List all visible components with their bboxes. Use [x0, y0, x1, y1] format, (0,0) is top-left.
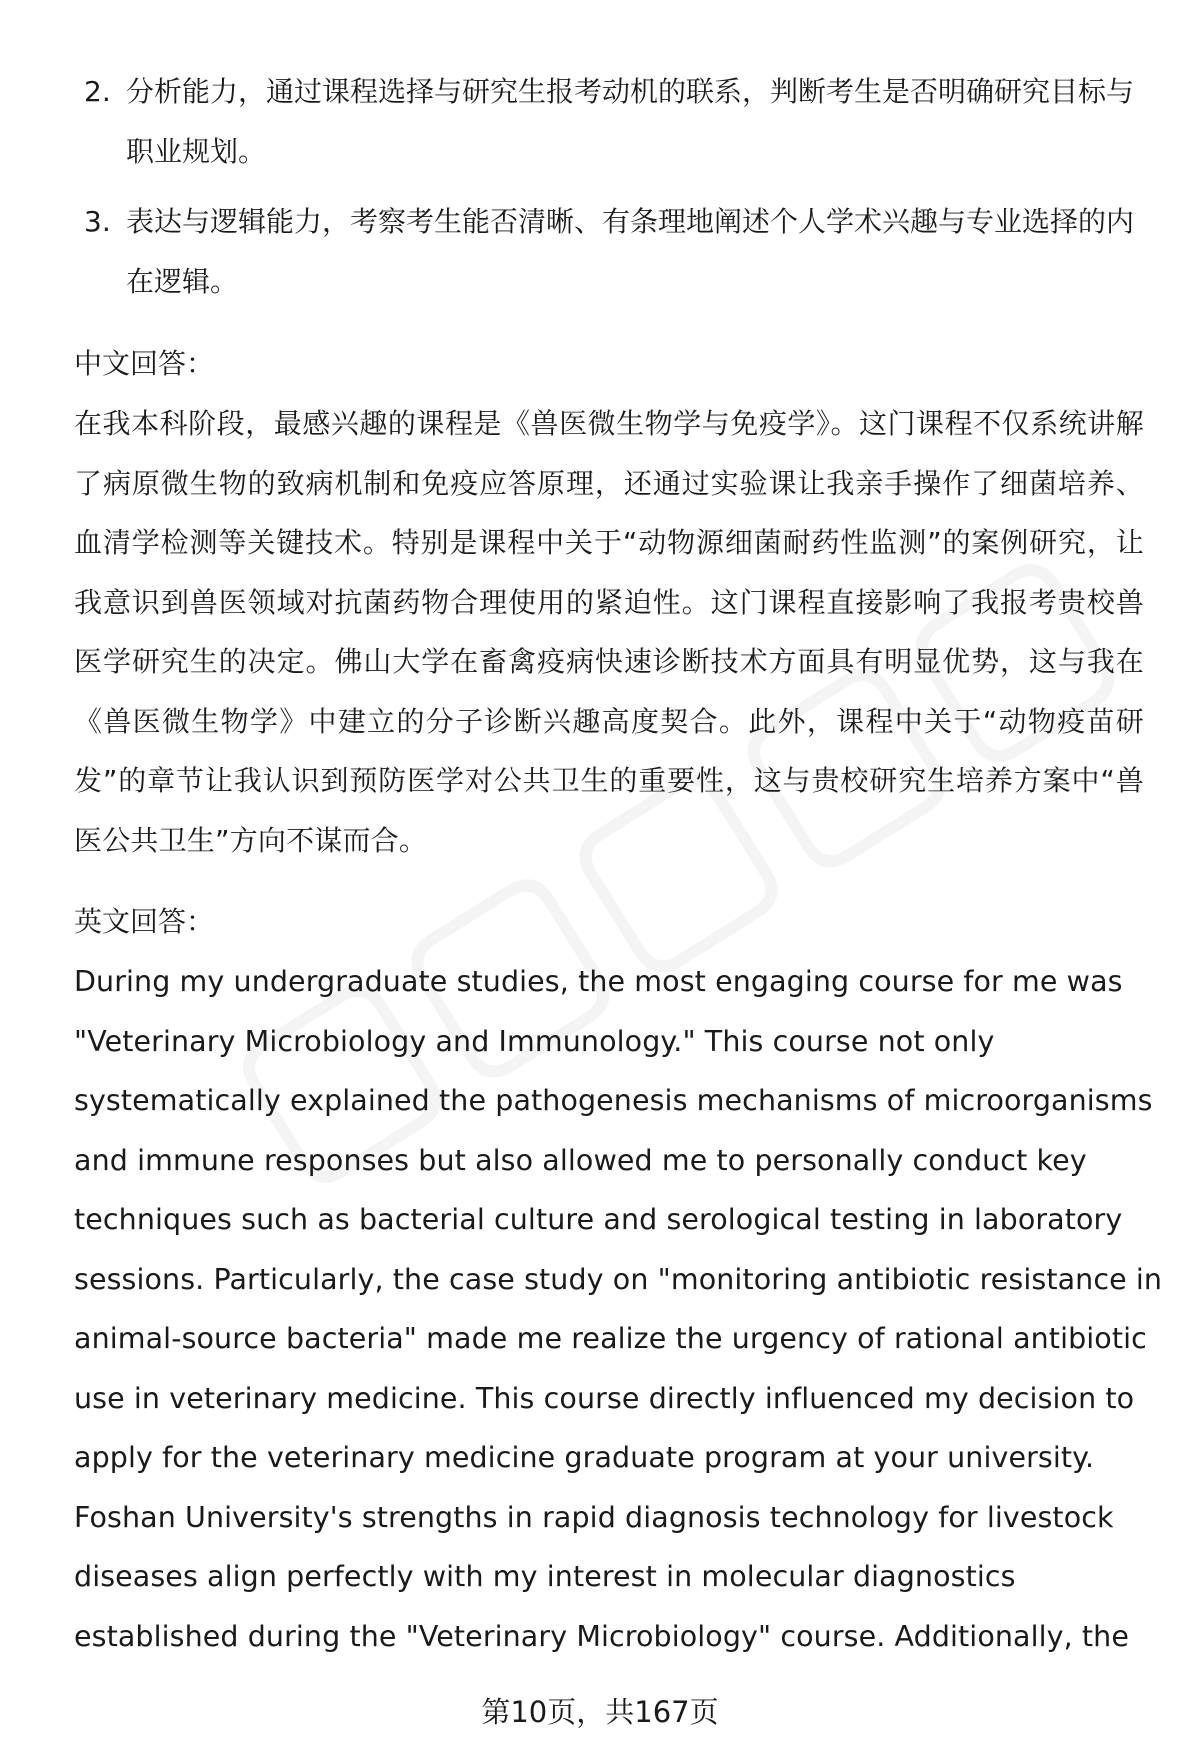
english-answer-heading: 英文回答：	[74, 905, 215, 938]
list-item	[74, 192, 1144, 312]
list-item	[74, 62, 1144, 182]
page-number-footer: 第10页，共167页	[481, 1695, 719, 1729]
english-answer-line: sessions. Particularly, the case study on "monitoring antibiotic resistance in	[74, 1262, 1163, 1296]
list-item-number: 3.	[84, 205, 111, 238]
list-item-number: 2.	[84, 75, 111, 108]
english-answer-line: diseases align perfectly with my interest in molecular diagnostics	[74, 1560, 1016, 1593]
assessment-points-list	[74, 62, 1144, 312]
english-answer-line: During my undergraduate studies, the most engaging course for me was	[74, 965, 1123, 998]
english-answer-line: apply for the veterinary medicine graduate program at your university.	[74, 1441, 1095, 1474]
english-answer-line: techniques such as bacterial culture and serological testing in laboratory	[74, 1203, 1123, 1236]
english-answer-line: systematically explained the pathogenesis mechanisms of microorganisms	[74, 1084, 1153, 1117]
list-item-text: 分析能力，通过课程选择与研究生报考动机的联系，判断考生是否明确研究目标与职业规划。	[126, 75, 1135, 168]
english-answer-line: use in veterinary medicine. This course directly influenced my decision to	[74, 1381, 1135, 1415]
list-item-text: 表达与逻辑能力，考察考生能否清晰、有条理地阐述个人学术兴趣与专业选择的内在逻辑。	[126, 205, 1135, 298]
english-answer-line: animal-source bacteria" made me realize the urgency of rational antibiotic	[74, 1322, 1147, 1355]
english-answer-line: Foshan University's strengths in rapid diagnosis technology for livestock	[74, 1500, 1114, 1534]
english-answer-line: established during the "Veterinary Microbiology" course. Additionally, the	[74, 1619, 1129, 1653]
chinese-answer-heading: 中文回答：	[74, 347, 215, 380]
page-content	[74, 62, 1163, 1666]
english-answer-line: "Veterinary Microbiology and Immunology." This course not only	[74, 1024, 995, 1058]
chinese-answer-body: 在我本科阶段，最感兴趣的课程是《兽医微生物学与免疫学》。这门课程不仅系统讲解了病原微生物的致病机制和免疫应答原理，还通过实验课让我亲手操作了细菌培养、血清学检测等关键技术。特别是课程中关于“动物源细菌耐药性监测”的案例研究，让我意识到兽医领域对抗菌药物合理使用的紧迫性。这门课程直接影响了我报考贵校兽医学研究生的决定。佛山大学在畜禽疫病快速诊断技术方面具有明显优势，这与我在《兽医微生物学》中建立的分子诊断兴趣高度契合。此外，课程中关于“动物疫苗研发”的章节让我认识到预防医学对公共卫生的重要性，这与贵校研究生培养方案中“兽医公共卫生”方向不谋而合。	[74, 407, 1144, 857]
english-answer-line: and immune responses but also allowed me to personally conduct key	[74, 1143, 1087, 1177]
english-answer-body	[74, 952, 1163, 1666]
